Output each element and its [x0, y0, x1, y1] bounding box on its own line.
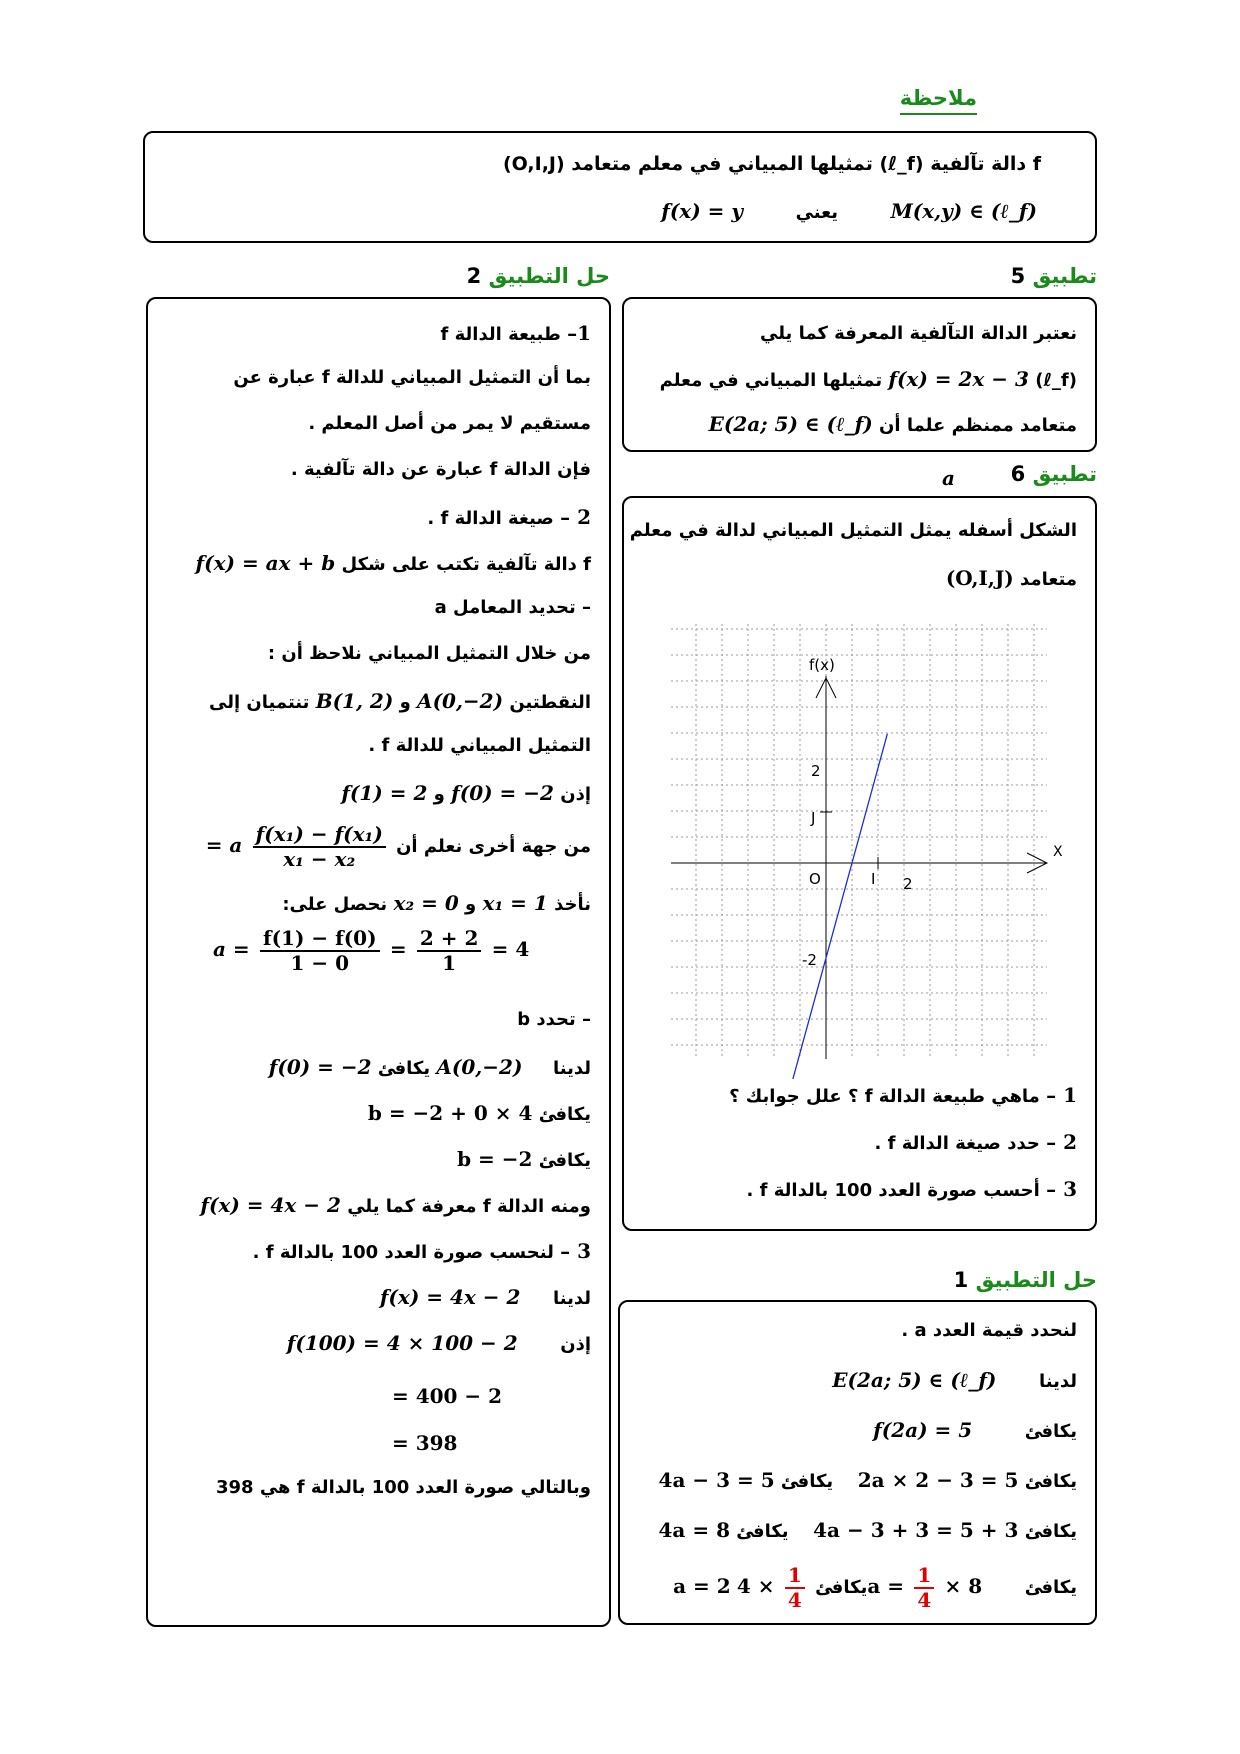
- sol2-p12-frac1: [260, 927, 380, 975]
- app6-q1-text: ماهي طبيعة الدالة f ؟ علل جوابك ؟: [729, 1086, 1040, 1107]
- sol2-p17-b: f(x) = 4x − 2: [200, 1193, 341, 1217]
- sol2-p19: [287, 1333, 591, 1354]
- sol2-title-text: حل التطبيق: [488, 264, 610, 288]
- sol2-p7: [209, 691, 591, 712]
- frac-den: 4: [917, 1588, 932, 1612]
- sol2-p17: [200, 1195, 591, 1216]
- sol2-h3-num: 3 –: [560, 1239, 591, 1263]
- sol2-p9-b: f(0) = −2: [451, 781, 554, 805]
- sol2-p16-a: يكافئ: [538, 1150, 591, 1171]
- sol2-p10-a: من جهة أخرى نعلم أن: [396, 836, 591, 857]
- app6-line2-a: متعامد: [1020, 569, 1077, 590]
- sol1-line2: [832, 1370, 1077, 1391]
- frac-num: f(1) − f(0): [260, 927, 380, 952]
- app5-line3: [709, 414, 1077, 435]
- sol2-h3: [253, 1241, 591, 1262]
- frac-den: 4: [787, 1588, 802, 1612]
- app5-line1: نعتبر الدالة التآلفية المعرفة كما يلي: [760, 323, 1077, 344]
- sol1-line6-c: a = 2: [673, 1574, 731, 1598]
- sol2-p11-b: x₁ = 1: [482, 891, 548, 915]
- sol2-p5: – تحديد المعامل a: [434, 597, 591, 618]
- app6-q1: [729, 1085, 1077, 1106]
- sol2-p7-e: تنتميان إلى: [209, 692, 310, 713]
- sol1-line5: [659, 1520, 1077, 1541]
- sol1-equivalent: يكافئ: [1024, 1577, 1077, 1598]
- sol1-line1: لنحدد قيمة العدد a .: [901, 1320, 1077, 1341]
- sol2-p14-a: لدينا: [552, 1058, 591, 1079]
- sol2-p22: وبالتالي صورة العدد 100 بالدالة f هي 398: [215, 1477, 591, 1498]
- frac-den: 1 − 0: [290, 951, 350, 975]
- app6-q3-num: 3 –: [1046, 1177, 1077, 1201]
- sol2-p18-a: لدينا: [552, 1288, 591, 1309]
- sol1-equivalent: يكافئ: [1024, 1421, 1077, 1442]
- sol2-p19-a: إذن: [560, 1334, 591, 1355]
- note-line2-a: M(x,y) ∈ (ℓ_f): [890, 199, 1037, 223]
- app6-q2: [874, 1132, 1077, 1153]
- sol2-p17-a: ومنه الدالة f معرفة كما يلي: [347, 1196, 591, 1217]
- app5-title-number: 5: [1010, 264, 1026, 288]
- sol2-h2: [427, 507, 591, 528]
- sol1-line2-a: لدينا: [1038, 1371, 1077, 1392]
- sol2-title-number: 2: [466, 264, 482, 288]
- sol2-p4-a: f دالة تآلفية تكتب على شكل: [341, 554, 591, 575]
- sol1-line2-b: E(2a; 5) ∈ (ℓ_f): [832, 1368, 997, 1392]
- sol2-p7-c: و: [399, 692, 411, 713]
- sol2-p10-frac: [253, 823, 386, 871]
- sol1-equivalent: يكافئ: [1024, 1471, 1077, 1492]
- sol2-h1: [441, 323, 591, 344]
- app5-unknown: a: [942, 466, 955, 490]
- sol2-box: [146, 297, 611, 1627]
- sol2-p11-c: و: [465, 894, 477, 915]
- app6-q3: [747, 1179, 1077, 1200]
- app6-q2-text: حدد صيغة الدالة f .: [874, 1133, 1040, 1154]
- app6-title-text: تطبيق: [1032, 462, 1097, 486]
- sol1-box: [618, 1300, 1097, 1625]
- sol2-p16-b: b = −2: [457, 1147, 533, 1171]
- sol2-h1-text: طبيعة الدالة f: [440, 324, 561, 345]
- sol2-p14: [269, 1057, 591, 1078]
- app5-title: [1011, 264, 1097, 288]
- sol1-line5-a: 3 + 5 = 3 + 3 − 4a: [813, 1518, 1019, 1542]
- app6-title-number: 6: [1010, 462, 1026, 486]
- app6-line1: الشكل أسفله يمثل التمثيل المبياني لدالة في معلم: [629, 520, 1077, 541]
- note-box: [143, 131, 1097, 243]
- origin-label: O: [809, 870, 821, 888]
- sol2-p18: [380, 1287, 591, 1308]
- sol2-p12-rhs: = 4: [491, 937, 530, 961]
- sol2-p13: – تحدد b: [517, 1009, 591, 1030]
- app5-box: [622, 297, 1097, 452]
- sol2-p9: [341, 783, 591, 804]
- sol2-p12-lhs: a =: [213, 937, 250, 961]
- sol2-p14-d: f(0) = −2: [268, 1055, 372, 1079]
- sol1-line3: [873, 1420, 1077, 1441]
- sol2-p12: a = $\frac{f(1) - f(0)}{1 - 0}$ = $\frac{2 + 2}{1}$ = 4: [213, 926, 530, 975]
- sol1-line6-b: × 8: [944, 1574, 983, 1598]
- sol1-frac-quarter-2: [914, 1564, 934, 1612]
- app5-line2: [660, 369, 1077, 390]
- app6-q3-text: أحسب صورة العدد 100 بالدالة f .: [746, 1180, 1040, 1201]
- sol1-line4-a: 5 = 2a × 2 − 3: [857, 1468, 1019, 1492]
- sol2-h3-text: لنحسب صورة العدد 100 بالدالة f .: [252, 1242, 554, 1263]
- x-axis: [671, 853, 1047, 873]
- app6-q2-num: 2 –: [1046, 1130, 1077, 1154]
- sol1-line4: [659, 1470, 1077, 1491]
- sol2-p21: = 398: [392, 1431, 458, 1455]
- graph-grid: [671, 624, 1047, 1059]
- sol2-p14-c: يكافئ: [377, 1058, 431, 1079]
- function-graph: [649, 604, 1079, 1079]
- sol2-h2-num: 2 –: [560, 505, 591, 529]
- sol1-equivalent: يكافئ: [815, 1577, 868, 1598]
- y-tick-2: 2: [811, 762, 821, 780]
- frac-num: 2 + 2: [417, 927, 482, 952]
- j-label: J: [811, 809, 816, 827]
- sol1-frac-quarter-1: [785, 1564, 805, 1612]
- app5-line3-a: متعامد ممنظم علما أن: [879, 415, 1077, 436]
- sol2-p2: مستقيم لا يمر من أصل المعلم .: [308, 413, 591, 434]
- note-title: ملاحظة: [900, 86, 977, 115]
- note-line1: f دالة تآلفية (ℓ_f) تمثيلها المبياني في معلم متعامد (O,I,J): [502, 153, 1041, 175]
- sol2-p9-c: و: [433, 784, 445, 805]
- sol1-equivalent: يكافئ: [780, 1471, 834, 1492]
- sol2-p9-d: f(1) = 2: [341, 781, 428, 805]
- app5-line3-b: E(2a; 5) ∈ (ℓ_f): [708, 412, 873, 436]
- sol2-p15-a: يكافئ: [538, 1104, 591, 1125]
- note-line2-b: يعني: [795, 202, 839, 223]
- sol2-p20: = 400 − 2: [392, 1384, 503, 1408]
- app6-box: [622, 496, 1097, 1231]
- sol2-p11-e: نحصل على:: [282, 894, 388, 915]
- sol2-p7-d: B(1, 2): [315, 689, 394, 713]
- note-line2-c: f(x) = y: [661, 199, 743, 223]
- sol2-h1-num: 1–: [567, 321, 591, 345]
- sol2-p4-b: f(x) = ax + b: [195, 551, 336, 575]
- sol1-title-text: حل التطبيق: [975, 1268, 1097, 1292]
- sol2-p4: [196, 553, 591, 574]
- app5-title-text: تطبيق: [1032, 264, 1097, 288]
- frac-den: 1: [442, 951, 457, 975]
- sol2-p18-b: f(x) = 4x − 2: [379, 1285, 521, 1309]
- function-line: [774, 734, 887, 1079]
- y-axis-label: f(x): [809, 656, 835, 674]
- sol1-title-number: 1: [953, 1268, 969, 1292]
- app5-line2-b: (ℓ_f) تمثيلها المبياني في معلم: [659, 370, 1077, 391]
- note-line2: [661, 201, 1037, 222]
- sol2-p15: [368, 1103, 591, 1124]
- sol2-p16: [457, 1149, 591, 1170]
- sol1-line6: [673, 1564, 1077, 1612]
- sol2-h2-text: صيغة الدالة f .: [427, 508, 554, 529]
- x-tick-2: 2: [903, 875, 913, 893]
- x-axis-label: X: [1053, 844, 1063, 860]
- i-label: I: [871, 870, 876, 888]
- sol2-p11: [282, 893, 591, 914]
- app6-line2-b: (O,I,J): [945, 566, 1014, 590]
- sol2-p19-b: f(100) = 4 × 100 − 2: [286, 1331, 518, 1355]
- sol2-p7-b: A(0,−2): [417, 689, 504, 713]
- sol2-p9-a: إذن: [560, 784, 591, 805]
- sol2-p11-a: نأخذ: [554, 894, 591, 915]
- sol1-line3-eq: f(2a) = 5: [873, 1418, 973, 1442]
- sol1-line4-b: 5 = 3 − 4a: [658, 1468, 775, 1492]
- app6-line2: [946, 568, 1077, 589]
- sol1-line6-a: × 4a =: [736, 1574, 905, 1598]
- y-tick-minus-2: -2: [802, 951, 817, 969]
- sol2-p6: من خلال التمثيل المبياني نلاحظ أن :: [267, 643, 591, 664]
- frac-den: x₁ − x₂: [283, 847, 356, 871]
- sol2-p11-d: x₂ = 0: [393, 891, 459, 915]
- sol2-p3: فإن الدالة f عبارة عن دالة تآلفية .: [290, 459, 591, 480]
- sol1-line5-b: 4a = 8: [658, 1518, 730, 1542]
- sol2-p8: التمثيل المبياني للدالة f .: [368, 735, 591, 756]
- frac-num: f(x₁) − f(x₁): [253, 823, 386, 848]
- sol2-title: [467, 264, 610, 288]
- app6-title: [1011, 462, 1097, 486]
- sol1-title: [954, 1268, 1097, 1292]
- sol1-equivalent: يكافئ: [736, 1521, 789, 1542]
- sol2-p12-frac2: [417, 927, 482, 975]
- frac-num: 1: [914, 1564, 934, 1589]
- sol2-p15-b: 4 × 0 + b = −2: [367, 1101, 533, 1125]
- sol1-equivalent: يكافئ: [1024, 1521, 1077, 1542]
- sol2-p10-lhs: a =: [205, 833, 243, 857]
- app5-line2-a: f(x) = 2x − 3: [888, 367, 1029, 391]
- sol2-p10: [206, 823, 591, 871]
- sol2-p1: بما أن التمثيل المبياني للدالة f عبارة عن: [233, 367, 591, 388]
- frac-num: 1: [785, 1564, 805, 1589]
- app6-q1-num: 1 –: [1046, 1083, 1077, 1107]
- sol2-p7-a: النقطتين: [509, 692, 591, 713]
- y-axis: [816, 676, 836, 1059]
- sol2-p14-b: A(0,−2): [436, 1055, 523, 1079]
